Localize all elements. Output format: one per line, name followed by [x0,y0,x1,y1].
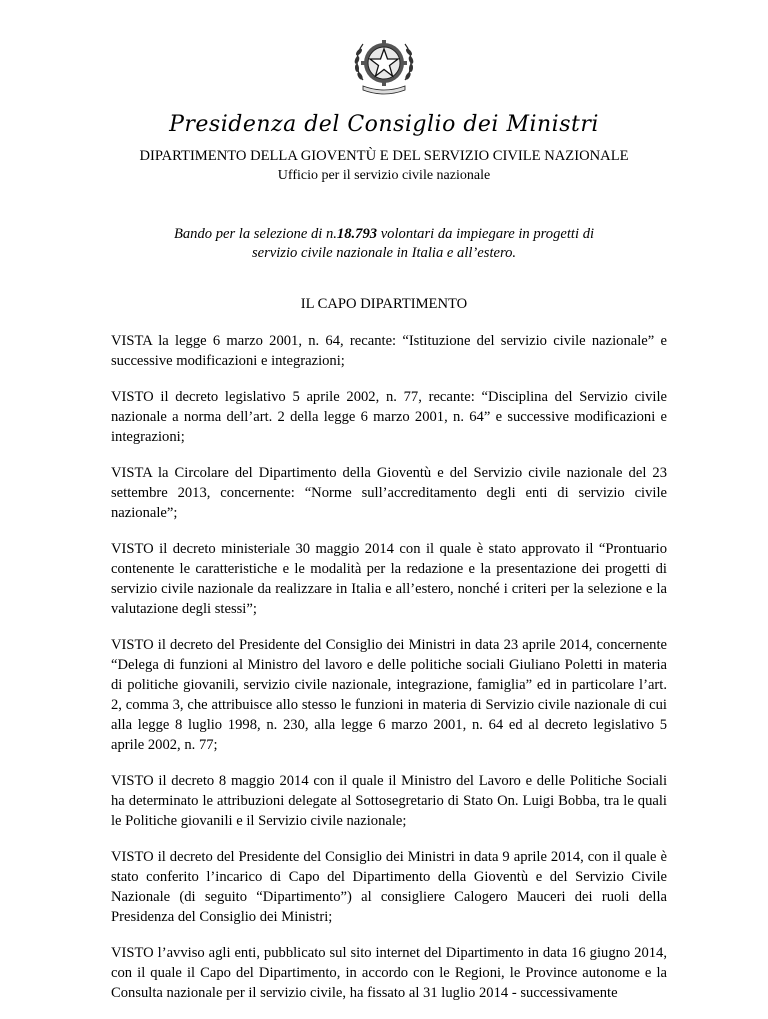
italian-republic-emblem [349,30,419,100]
paragraph: VISTO il decreto ministeriale 30 maggio 2014 con il quale è stato approvato il “Prontuario contenente le caratteristiche e le modalità per la redazione e la presentazione dei progetti di servizio civile nazionale da realizzare in Italia e all’estero, nonché i criteri per la selezione e la valutazione degli stessi”; [111,541,667,617]
paragraph: VISTO il decreto del Presidente del Consiglio dei Ministri in data 9 aprile 2014, con il quale è stato conferito l’incarico di Capo del Dipartimento della Gioventù e del Servizio Civile Nazionale (di seguito “Dipartimento”) al consigliere Calogero Mauceri dei ruoli della Presidenza del Consiglio dei Ministri; [111,849,667,925]
bando-suffix: volontari da impiegare in progetti di servizio civile nazionale in Italia e all’estero. [251,226,595,261]
bando-prefix: Bando per la selezione di n. [173,226,337,242]
bando-heading [150,225,618,263]
bando-number: 18.793 [336,226,378,242]
department-name: DIPARTIMENTO DELLA GIOVENTÙ E DEL SERVIZIO CIVILE NAZIONALE [139,148,629,164]
office-name: Ufficio per il servizio civile nazionale [277,168,491,183]
paragraph: VISTA la Circolare del Dipartimento della Gioventù e del Servizio civile nazionale del 23 settembre 2013, concernente: “Norme sull’accreditamento degli enti di servizio civile nazionale”; [111,465,667,521]
presidency-title: Presidenza del Consiglio dei Ministri [169,112,599,137]
paragraph: VISTO il decreto 8 maggio 2014 con il quale il Ministro del Lavoro e delle Politiche Sociali ha determinato le attribuzioni delegate al Sottosegretario di Stato On. Luigi Bobba, tra le quali le Politiche giovanili e il Servizio civile nazionale; [111,773,667,829]
document-body [111,331,667,1019]
capo-dipartimento-heading: IL CAPO DIPARTIMENTO [300,296,468,312]
paragraph: VISTO il decreto del Presidente del Consiglio dei Ministri in data 23 aprile 2014, concernente “Delega di funzioni al Ministro del lavoro e delle politiche sociali Giuliano Poletti in materia di politiche giovanili, servizio civile nazionale, integrazione, famiglia” ed in particolare l’art. 2, comma 3, che attribuisce allo stesso le funzioni in materia di Servizio civile nazionale di cui alla legge 8 luglio 1998, n. 230, alla legge 6 marzo 2001, n. 64 ed al decreto legislativo 5 aprile 2002, n. 77; [111,637,667,753]
paragraph: VISTO il decreto legislativo 5 aprile 2002, n. 77, recante: “Disciplina del Servizio civile nazionale a norma dell’art. 2 della legge 6 marzo 2001, n. 64” e successive modificazioni e integrazioni; [111,389,667,445]
paragraph: VISTO l’avviso agli enti, pubblicato sul sito internet del Dipartimento in data 16 giugno 2014, con il quale il Capo del Dipartimento, in accordo con le Regioni, le Province autonome e la Consulta nazionale per il servizio civile, ha fissato al 31 luglio 2014 - successivamente [111,945,667,1001]
paragraph: VISTA la legge 6 marzo 2001, n. 64, recante: “Istituzione del servizio civile nazionale” e successive modificazioni e integrazioni; [111,333,667,369]
